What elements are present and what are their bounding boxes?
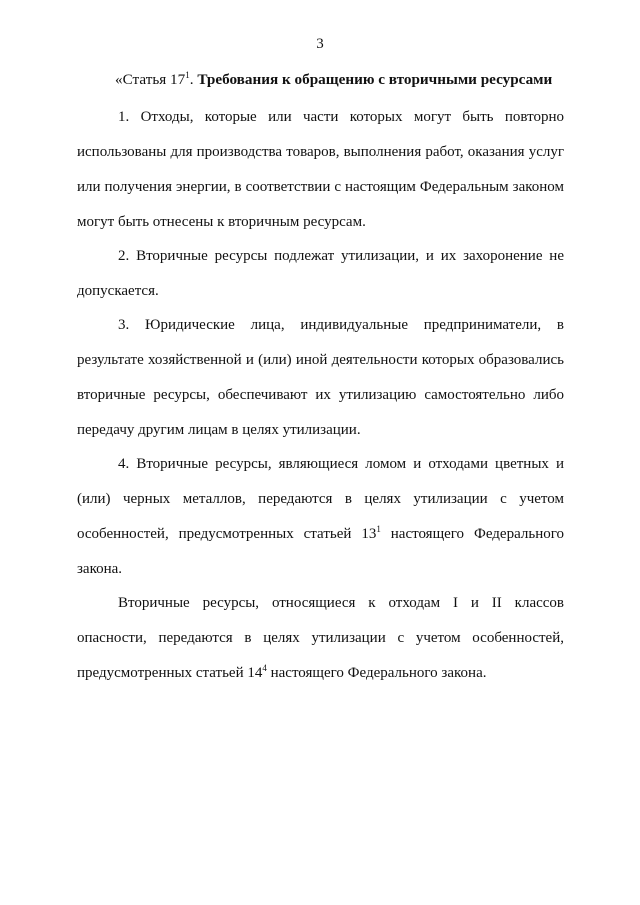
paragraph-1: 1. Отходы, которые или части которых могут быть повторно использованы для производства товаров, выполнения работ, оказания услуг или получения энергии, в соответствии с настоящим Федеральным законом могут быть отнесены к вторичным ресурсам. <box>77 109 564 230</box>
paragraph-5-text-end: настоящего Федерального закона. <box>266 665 487 681</box>
article-number <box>115 71 197 88</box>
paragraph-3: 3. Юридические лица, индивидуальные предприниматели, в результате хозяйственной и (или) иной деятельности которых образовались вторичные ресурсы, обеспечивают их утилизацию самостоятельно либо передачу другим лицам в целях утилизации. <box>77 317 564 438</box>
paragraph-5-text: Вторичные ресурсы, относящиеся к отходам I и II классов опасности, передаются в целях утилизации с учетом особенностей, предусмотренных статьей 14 <box>77 595 564 681</box>
article-number-text: «Статья 17 <box>115 71 186 88</box>
page-number: 3 <box>316 36 324 52</box>
paragraph-5 <box>77 586 564 691</box>
paragraph-4-superscript: 1 <box>376 524 381 534</box>
paragraph-2: 2. Вторичные ресурсы подлежат утилизации, и их захоронение не допускается. <box>77 248 564 299</box>
paragraph-4 <box>77 447 564 587</box>
paragraph-5-superscript: 4 <box>262 663 267 673</box>
article-title: Требования к обращению с вторичными ресурсами <box>197 71 553 88</box>
paragraph-4-text: 4. Вторичные ресурсы, являющиеся ломом и отходами цветных и (или) черных металлов, передаются в целях утилизации с учетом особенностей, предусмотренных статьей 13 <box>77 456 564 542</box>
article-heading <box>115 71 552 89</box>
article-separator: . <box>189 71 198 88</box>
article-number-superscript: 1 <box>185 70 190 80</box>
paragraph-4-text-end: настоящего Федерального закона. <box>77 526 565 577</box>
